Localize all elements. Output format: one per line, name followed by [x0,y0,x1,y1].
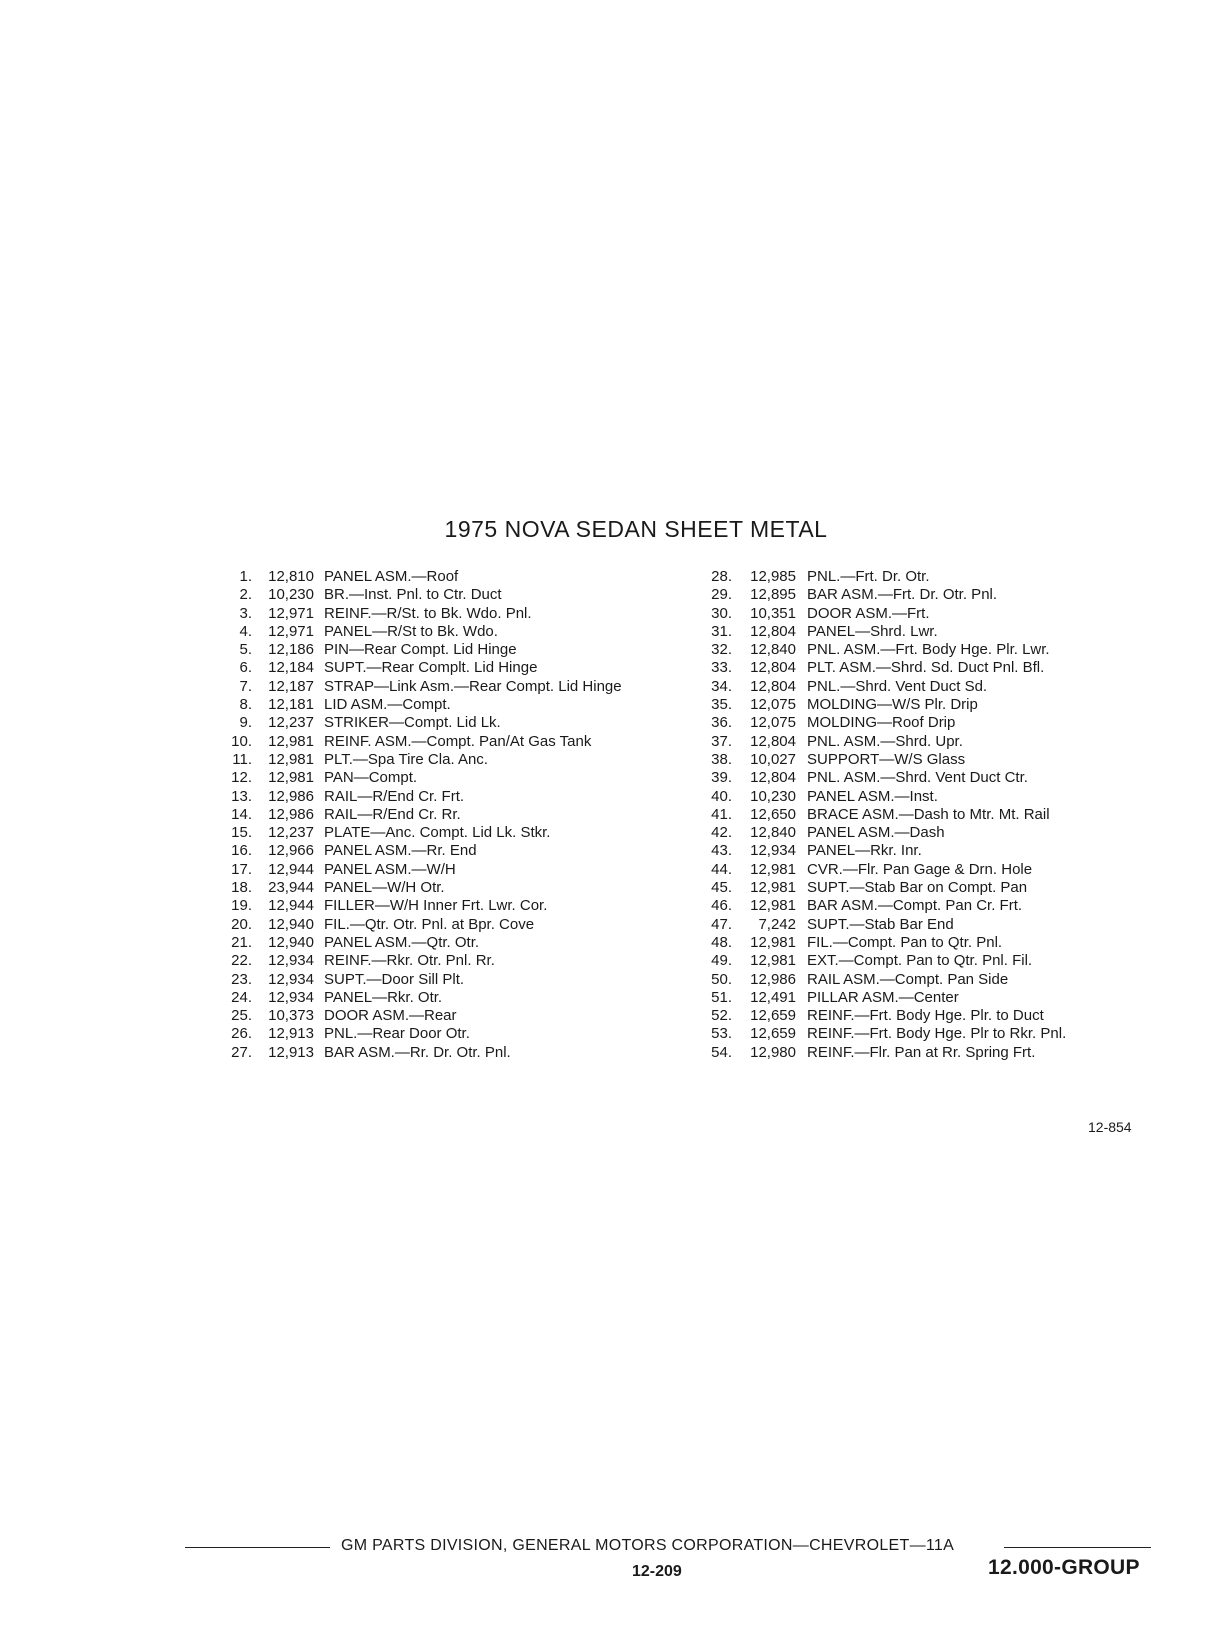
part-description: BAR ASM.—Frt. Dr. Otr. Pnl. [807,586,998,604]
parts-list-item [224,1007,694,1025]
parts-list-item [224,879,694,897]
part-code: 12,981 [750,933,796,951]
part-description: PANEL ASM.—W/H [324,860,456,878]
part-code: 12,491 [750,988,796,1006]
parts-list-item [706,659,1176,677]
part-number: 51. [711,988,732,1006]
parts-list-item [224,586,694,604]
part-code: 12,934 [268,952,314,970]
part-number: 44. [711,860,732,878]
illustration-reference: 12-854 [1088,1119,1132,1135]
parts-list-item [706,824,1176,842]
parts-list-item [706,971,1176,989]
part-code: 12,181 [268,696,314,714]
part-number: 19. [231,897,252,915]
part-code: 12,986 [268,805,314,823]
part-code: 12,804 [750,732,796,750]
part-code: 12,940 [268,933,314,951]
part-number: 27. [231,1043,252,1061]
part-number: 46. [711,897,732,915]
part-number: 5. [239,641,252,659]
part-description: REINF.—Flr. Pan at Rr. Spring Frt. [807,1043,1036,1061]
part-code: 10,351 [750,604,796,622]
part-description: PAN—Compt. [324,769,418,787]
part-description: PANEL—Rkr. Inr. [807,842,922,860]
part-number: 25. [231,1007,252,1025]
part-code: 12,840 [750,641,796,659]
part-number: 50. [711,970,732,988]
part-code: 12,944 [268,860,314,878]
parts-list-item [706,1007,1176,1025]
part-description: PLT. ASM.—Shrd. Sd. Duct Pnl. Bfl. [807,659,1045,677]
part-description: RAIL ASM.—Compt. Pan Side [807,970,1009,988]
part-description: BAR ASM.—Rr. Dr. Otr. Pnl. [324,1043,511,1061]
part-number: 39. [711,769,732,787]
part-code: 12,895 [750,586,796,604]
part-number: 2. [239,586,252,604]
part-description: SUPT.—Stab Bar End [807,915,954,933]
part-number: 29. [711,586,732,604]
part-number: 38. [711,750,732,768]
part-number: 18. [231,879,252,897]
part-number: 37. [711,732,732,750]
part-code: 12,985 [750,568,796,585]
parts-list-item [224,916,694,934]
part-code: 12,940 [268,915,314,933]
part-description: PNL. ASM.—Frt. Body Hge. Plr. Lwr. [807,641,1050,659]
part-description: MOLDING—W/S Plr. Drip [807,696,978,714]
parts-list-item [706,751,1176,769]
part-number: 42. [711,824,732,842]
part-code: 12,966 [268,842,314,860]
parts-list-item [706,788,1176,806]
parts-list-item [706,952,1176,970]
part-description: RAIL—R/End Cr. Rr. [324,805,461,823]
part-description: PIN—Rear Compt. Lid Hinge [324,641,517,659]
parts-list-item [706,568,1176,586]
part-number: 17. [231,860,252,878]
part-number: 24. [231,988,252,1006]
part-code: 12,804 [750,769,796,787]
part-description: PANEL ASM.—Roof [324,568,459,585]
part-description: REINF.—Rkr. Otr. Pnl. Rr. [324,952,495,970]
part-number: 6. [239,659,252,677]
part-number: 13. [231,787,252,805]
part-code: 10,230 [750,787,796,805]
part-number: 26. [231,1025,252,1043]
parts-list-item [706,1025,1176,1043]
parts-list-item [706,897,1176,915]
part-code: 12,804 [750,659,796,677]
part-description: REINF.—Frt. Body Hge. Plr. to Duct [807,1007,1044,1025]
parts-list-left [224,568,694,1062]
part-description: PNL.—Shrd. Vent Duct Sd. [807,677,988,695]
parts-list-item [224,806,694,824]
part-code: 12,650 [750,805,796,823]
page-title: 1975 NOVA SEDAN SHEET METAL [444,516,828,542]
part-code: 12,659 [750,1025,796,1043]
part-number: 28. [711,568,732,585]
part-code: 12,971 [268,604,314,622]
part-number: 52. [711,1007,732,1025]
parts-list-item [706,678,1176,696]
part-code: 12,804 [750,677,796,695]
parts-list-item [224,623,694,641]
part-number: 33. [711,659,732,677]
part-description: PANEL—R/St to Bk. Wdo. [324,622,498,640]
footer-rule-left [185,1547,330,1548]
part-number: 20. [231,915,252,933]
part-number: 11. [232,750,252,768]
part-code: 12,659 [750,1007,796,1025]
parts-list-item [706,714,1176,732]
part-number: 48. [711,933,732,951]
parts-list-item [224,714,694,732]
part-code: 12,981 [268,769,314,787]
part-description: STRIKER—Compt. Lid Lk. [324,714,501,732]
parts-list-item [224,989,694,1007]
parts-list-item [224,605,694,623]
part-number: 43. [711,842,732,860]
part-code: 10,373 [268,1007,314,1025]
parts-list-item [706,989,1176,1007]
part-number: 1. [239,568,252,585]
part-number: 53. [711,1025,732,1043]
parts-list-item [224,952,694,970]
part-number: 15. [231,824,252,842]
part-code: 12,981 [750,879,796,897]
part-description: FIL.—Compt. Pan to Qtr. Pnl. [807,933,1003,951]
part-description: CVR.—Flr. Pan Gage & Drn. Hole [807,860,1033,878]
parts-list-item [706,861,1176,879]
part-description: SUPPORT—W/S Glass [807,750,966,768]
parts-list-item [706,916,1176,934]
part-number: 21. [231,933,252,951]
parts-list-item [224,678,694,696]
part-description: DOOR ASM.—Frt. [807,604,930,622]
part-description: PNL. ASM.—Shrd. Vent Duct Ctr. [807,769,1028,787]
part-number: 47. [711,915,732,933]
part-description: BAR ASM.—Compt. Pan Cr. Frt. [807,897,1023,915]
part-code: 12,075 [750,696,796,714]
part-code: 23,944 [268,879,314,897]
parts-list-item [224,751,694,769]
part-description: PLT.—Spa Tire Cla. Anc. [324,750,488,768]
part-number: 54. [711,1043,732,1061]
part-description: PNL. ASM.—Shrd. Upr. [807,732,963,750]
part-description: PILLAR ASM.—Center [807,988,959,1006]
part-description: PANEL ASM.—Inst. [807,787,938,805]
part-description: DOOR ASM.—Rear [324,1007,457,1025]
part-code: 12,944 [268,897,314,915]
part-code: 12,840 [750,824,796,842]
part-number: 23. [231,970,252,988]
parts-list-item [706,842,1176,860]
part-description: REINF.—R/St. to Bk. Wdo. Pnl. [324,604,532,622]
part-number: 7. [239,677,252,695]
part-number: 10. [231,732,252,750]
part-number: 9. [239,714,252,732]
part-number: 14. [231,805,252,823]
part-description: REINF. ASM.—Compt. Pan/At Gas Tank [324,732,592,750]
part-code: 12,237 [268,824,314,842]
part-code: 7,242 [758,915,796,933]
parts-list-item [224,934,694,952]
part-code: 12,981 [268,750,314,768]
part-code: 12,986 [268,787,314,805]
part-description: FIL.—Qtr. Otr. Pnl. at Bpr. Cove [324,915,535,933]
parts-list-item [224,1025,694,1043]
part-number: 32. [711,641,732,659]
part-code: 12,980 [750,1043,796,1061]
parts-list-item [224,568,694,586]
part-description: FILLER—W/H Inner Frt. Lwr. Cor. [324,897,548,915]
part-code: 12,934 [750,842,796,860]
footer-rule-right [1004,1547,1151,1548]
parts-list-item [706,769,1176,787]
part-number: 30. [711,604,732,622]
parts-list-item [224,788,694,806]
parts-list-item [706,605,1176,623]
part-code: 12,187 [268,677,314,695]
part-code: 12,934 [268,988,314,1006]
part-number: 34. [711,677,732,695]
parts-list-right [706,568,1176,1062]
parts-list-item [706,586,1176,604]
parts-list-item [224,1044,694,1062]
part-code: 12,913 [268,1025,314,1043]
part-number: 31. [711,622,732,640]
part-code: 12,075 [750,714,796,732]
parts-list-item [224,861,694,879]
parts-list-item [706,879,1176,897]
part-description: PANEL ASM.—Dash [807,824,945,842]
parts-list-item [224,696,694,714]
parts-list-item [224,769,694,787]
parts-list-item [224,824,694,842]
part-description: SUPT.—Door Sill Plt. [324,970,465,988]
part-description: PANEL ASM.—Rr. End [324,842,477,860]
part-number: 12. [231,769,252,787]
part-number: 22. [231,952,252,970]
part-code: 12,186 [268,641,314,659]
part-code: 12,981 [750,952,796,970]
parts-list-item [706,1044,1176,1062]
part-description: PANEL—Rkr. Otr. [324,988,443,1006]
part-description: REINF.—Frt. Body Hge. Plr to Rkr. Pnl. [807,1025,1067,1043]
part-description: MOLDING—Roof Drip [807,714,956,732]
part-number: 3. [239,604,252,622]
part-code: 12,986 [750,970,796,988]
part-description: PANEL ASM.—Qtr. Otr. [324,933,480,951]
part-code: 10,027 [750,750,796,768]
parts-list-item [224,842,694,860]
part-description: RAIL—R/End Cr. Frt. [324,787,465,805]
part-code: 10,230 [268,586,314,604]
parts-list-item [224,733,694,751]
part-code: 12,981 [268,732,314,750]
part-description: PANEL—W/H Otr. [324,879,445,897]
parts-list-item [706,696,1176,714]
part-description: SUPT.—Rear Complt. Lid Hinge [324,659,538,677]
part-code: 12,804 [750,622,796,640]
part-description: PNL.—Frt. Dr. Otr. [807,568,930,585]
part-code: 12,981 [750,860,796,878]
part-code: 12,971 [268,622,314,640]
part-description: BR.—Inst. Pnl. to Ctr. Duct [324,586,502,604]
group-number: 12.000-GROUP [988,1556,1140,1579]
parts-list-item [706,623,1176,641]
part-description: LID ASM.—Compt. [324,696,451,714]
part-number: 41. [711,805,732,823]
parts-list-item [224,659,694,677]
part-description: PNL.—Rear Door Otr. [324,1025,470,1043]
part-code: 12,934 [268,970,314,988]
part-number: 40. [711,787,732,805]
part-number: 49. [711,952,732,970]
part-number: 35. [711,696,732,714]
part-number: 4. [239,622,252,640]
part-description: PANEL—Shrd. Lwr. [807,622,938,640]
parts-list-item [224,641,694,659]
parts-list-item [224,971,694,989]
parts-list-item [706,641,1176,659]
parts-list-item [706,806,1176,824]
part-number: 8. [239,696,252,714]
part-description: BRACE ASM.—Dash to Mtr. Mt. Rail [807,805,1050,823]
part-number: 45. [711,879,732,897]
parts-list-item [706,934,1176,952]
part-number: 36. [711,714,732,732]
parts-list-item [224,897,694,915]
part-description: EXT.—Compt. Pan to Qtr. Pnl. Fil. [807,952,1033,970]
part-description: STRAP—Link Asm.—Rear Compt. Lid Hinge [324,677,622,695]
part-description: SUPT.—Stab Bar on Compt. Pan [807,879,1028,897]
parts-list-item [706,733,1176,751]
footer-publisher: GM PARTS DIVISION, GENERAL MOTORS CORPORATION—CHEVROLET—11A [341,1537,955,1554]
part-number: 16. [231,842,252,860]
part-code: 12,237 [268,714,314,732]
part-code: 12,981 [750,897,796,915]
part-description: PLATE—Anc. Compt. Lid Lk. Stkr. [324,824,551,842]
part-code: 12,913 [268,1043,314,1061]
part-code: 12,810 [268,568,314,585]
page-number: 12-209 [632,1563,682,1580]
part-code: 12,184 [268,659,314,677]
